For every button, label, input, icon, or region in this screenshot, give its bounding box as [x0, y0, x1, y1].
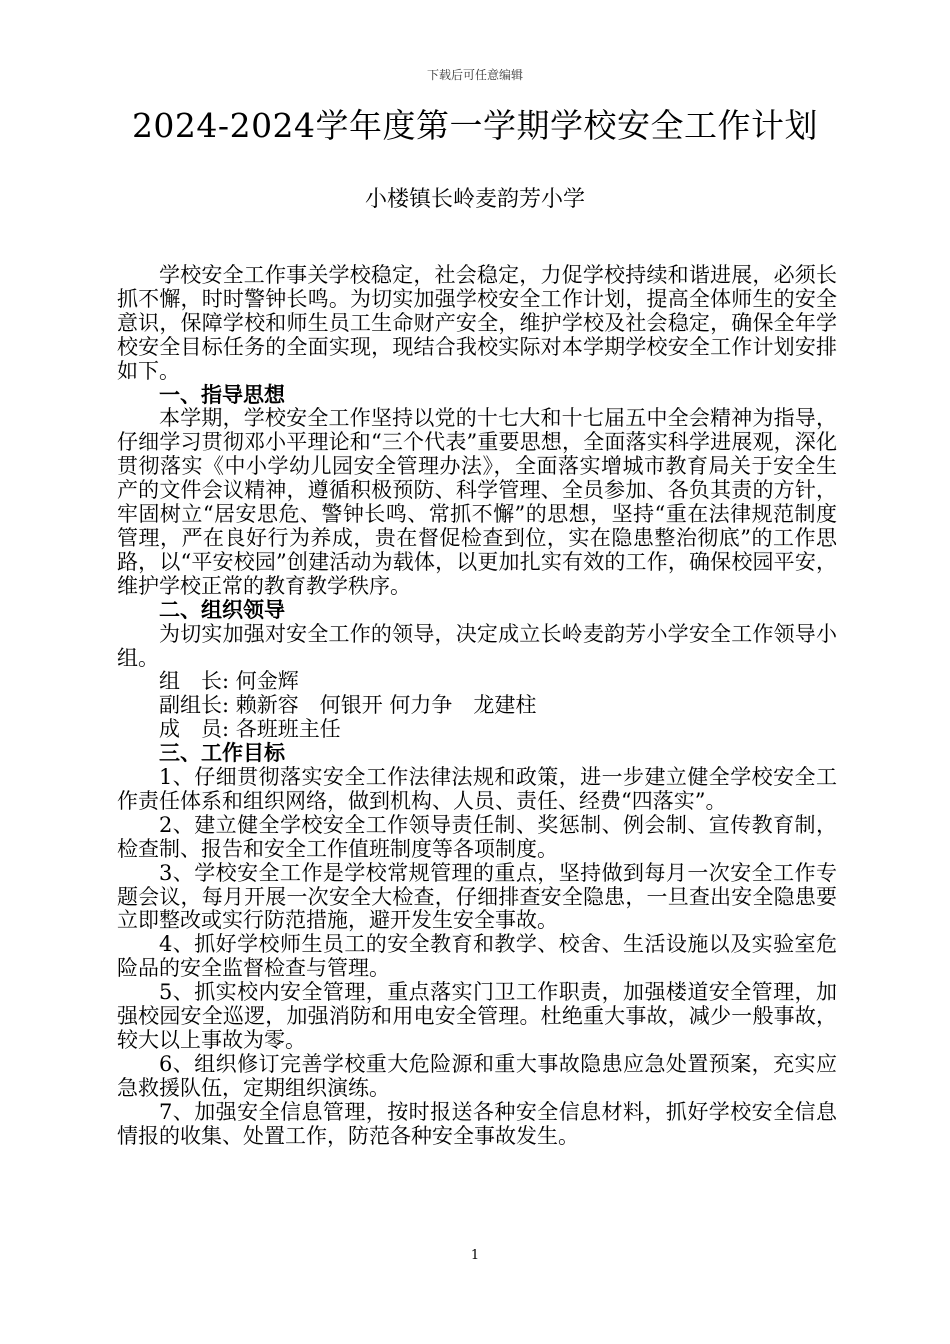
- section-heading-work-goals: 三、工作目标: [159, 741, 285, 766]
- work-goal-item: 3、学校安全工作是学校常规管理的重点，坚持做到每月一次安全工作专题会议，每月开展一次安全大检查，仔细排查安全隐患，一旦查出安全隐患要立即整改或实行防范措施，避开发生安全事故。: [117, 860, 837, 933]
- page-number: 1: [470, 1248, 480, 1263]
- members-line: 成 员: 各班班主任: [159, 717, 341, 742]
- work-goal-item: 7、加强安全信息管理，按时报送各种安全信息材料，抓好学校安全信息情报的收集、处置工作，防范各种安全事故发生。: [117, 1099, 837, 1148]
- group-leader-line: 组 长: 何金辉: [159, 669, 299, 694]
- document-title: 2024-2024学年度第一学期学校安全工作计划: [131, 106, 819, 145]
- work-goal-item: 1、仔细贯彻落实安全工作法律法规和政策，进一步建立健全学校安全工作责任体系和组织网络，做到机构、人员、责任、经费“四落实”。: [117, 765, 837, 813]
- deputy-leader-line: 副组长: 赖新容 何银开 何力争 龙建柱: [159, 693, 537, 718]
- work-goal-item: 5、抓实校内安全管理，重点落实门卫工作职责，加强楼道安全管理，加强校园安全巡逻，加强消防和用电安全管理。杜绝重大事故，减少一般事故，较大以上事故为零。: [117, 980, 837, 1052]
- guiding-ideology-paragraph: 本学期，学校安全工作坚持以党的十七大和十七届五中全会精神为指导，仔细学习贯彻邓小平理论和“三个代表”重要思想，全面落实科学进展观，深化贯彻落实《中小学幼儿园安全管理办法》，全面落实增城市教育局关于安全生产的文件会议精神，遵循积极预防、科学管理、全员参加、各负其责的方针，牢固树立“居安思危、警钟长鸣、常抓不懈”的思想，坚持“重在法律规范制度管理，严在良好行为养成，贵在督促检查到位，实在隐患整治彻底”的工作思路，以“平安校园”创建活动为载体，以更加扎实有效的工作，确保校园平安，维护学校正常的教育教学秩序。: [117, 406, 837, 598]
- intro-paragraph: 学校安全工作事关学校稳定，社会稳定，力促学校持续和谐进展，必须长抓不懈，时时警钟长鸣。为切实加强学校安全工作计划，提高全体师生的安全意识，保障学校和师生员工生命财产安全，维护学校及社会稳定，确保全年学校安全目标任务的全面实现，现结合我校实际对本学期学校安全工作计划安排如下。: [117, 263, 837, 383]
- organization-paragraph: 为切实加强对安全工作的领导，决定成立长岭麦韵芳小学安全工作领导小组。: [117, 621, 837, 670]
- work-goal-item: 6、组织修订完善学校重大危险源和重大事故隐患应急处置预案，充实应急救援队伍，定期组织演练。: [117, 1051, 837, 1100]
- page-header-note: 下载后可任意编辑: [426, 68, 523, 82]
- work-goal-item: 4、抓好学校师生员工的安全教育和教学、校舍、生活设施以及实验室危险品的安全监督检查与管理。: [117, 932, 837, 981]
- school-name: 小楼镇长岭麦韵芳小学: [364, 187, 585, 212]
- document-body: [117, 264, 837, 1149]
- work-goal-item: 2、建立健全学校安全工作领导责任制、奖惩制、例会制、宣传教育制，检查制、报告和安全工作值班制度等各项制度。: [117, 812, 837, 861]
- section-heading-guiding-ideology: 一、指导思想: [159, 382, 285, 407]
- section-heading-organization: 二、组织领导: [159, 597, 285, 622]
